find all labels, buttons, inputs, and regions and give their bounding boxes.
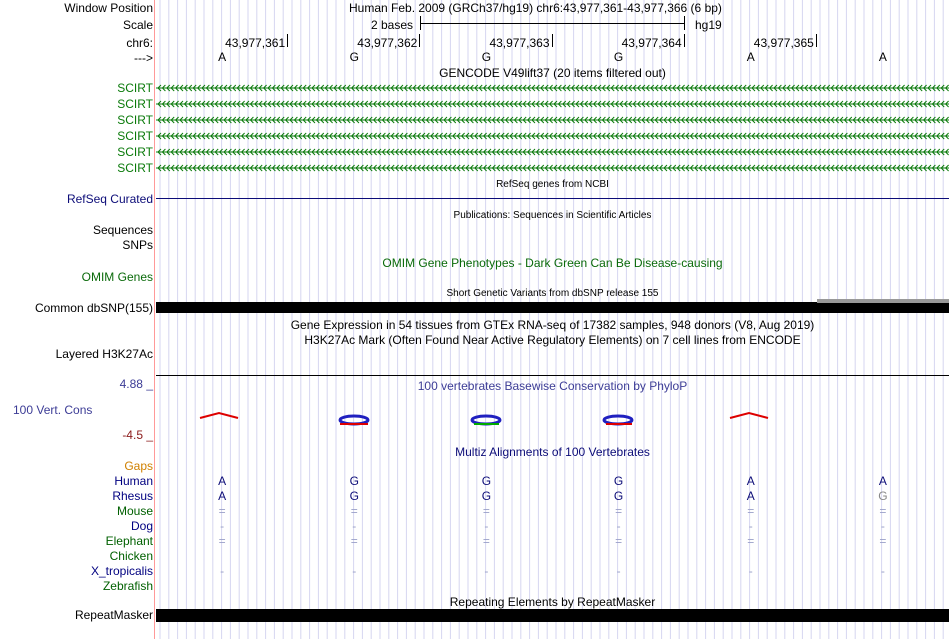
base-letter: G bbox=[481, 50, 492, 64]
alignment-base: - bbox=[484, 564, 489, 578]
species-label[interactable]: Elephant bbox=[105, 534, 153, 548]
alignment-base: = bbox=[747, 504, 755, 518]
chrom-label: chr6: bbox=[126, 36, 153, 50]
omim-label[interactable]: OMIM Genes bbox=[81, 270, 153, 284]
alignment-base: = bbox=[218, 534, 226, 548]
gtex-track-title[interactable]: Gene Expression in 54 tissues from GTEx RNA-seq of 17382 samples, 948 donors (V8, Aug 2019) bbox=[290, 318, 815, 332]
gencode-item-label[interactable]: SCIRT bbox=[117, 161, 153, 175]
gencode-item-label[interactable]: SCIRT bbox=[117, 145, 153, 159]
window-position-label: Window Position bbox=[64, 1, 153, 15]
repeat-track-title[interactable]: Repeating Elements by RepeatMasker bbox=[449, 595, 656, 609]
ruler-tick bbox=[552, 34, 553, 47]
dbsnp-label[interactable]: Common dbSNP(155) bbox=[34, 301, 153, 315]
strand-label: ---> bbox=[134, 51, 153, 65]
gencode-track-title[interactable]: GENCODE V49lift37 (20 items filtered out) bbox=[439, 66, 666, 80]
cons-peak-1 bbox=[200, 413, 238, 418]
cons-logo bbox=[156, 405, 949, 435]
scale-db: hg19 bbox=[695, 18, 722, 32]
species-label[interactable]: Dog bbox=[130, 519, 153, 533]
gencode-item-label[interactable]: SCIRT bbox=[117, 129, 153, 143]
multiz-track-title[interactable]: Multiz Alignments of 100 Vertebrates bbox=[455, 445, 650, 459]
alignment-base: - bbox=[616, 564, 621, 578]
ruler-tick bbox=[684, 34, 685, 47]
h3k27ac-label[interactable]: Layered H3K27Ac bbox=[55, 347, 153, 361]
species-label[interactable]: Zebrafish bbox=[102, 579, 153, 593]
alignment-base: G bbox=[878, 489, 888, 503]
gencode-item-label[interactable]: SCIRT bbox=[117, 97, 153, 111]
alignment-base: A bbox=[218, 489, 227, 503]
alignment-base: A bbox=[746, 489, 755, 503]
cons-label[interactable]: 100 Vert. Cons bbox=[13, 403, 93, 417]
alignment-base: - bbox=[352, 564, 357, 578]
alignment-base: - bbox=[748, 564, 753, 578]
alignment-base: - bbox=[616, 519, 621, 533]
cons-logo-g-3 bbox=[604, 416, 632, 424]
gencode-item-label[interactable]: SCIRT bbox=[117, 113, 153, 127]
scale-value: 2 bases bbox=[371, 18, 414, 32]
species-label[interactable]: Gaps bbox=[124, 459, 153, 473]
alignment-base: - bbox=[880, 519, 885, 533]
repeat-label[interactable]: RepeatMasker bbox=[74, 608, 153, 622]
refseq-track-title[interactable]: RefSeq genes from NCBI bbox=[496, 179, 609, 190]
h3k27ac-baseline bbox=[156, 375, 949, 376]
alignment-base: = bbox=[350, 504, 358, 518]
ruler-position-label: 43,977,362 bbox=[357, 36, 418, 50]
alignment-base: G bbox=[349, 474, 359, 488]
alignment-base: = bbox=[879, 504, 887, 518]
refseq-gene-line[interactable] bbox=[156, 198, 949, 199]
species-label[interactable]: Mouse bbox=[116, 504, 153, 518]
gencode-transcript-line[interactable] bbox=[156, 147, 949, 157]
refseq-label[interactable]: RefSeq Curated bbox=[66, 192, 153, 206]
cons-peak-2 bbox=[730, 413, 768, 418]
gencode-item-label[interactable]: SCIRT bbox=[117, 81, 153, 95]
base-letter: A bbox=[878, 50, 887, 64]
ruler-position-label: 43,977,365 bbox=[753, 36, 814, 50]
pubs-track-title[interactable]: Publications: Sequences in Scientific Articles bbox=[453, 210, 652, 221]
alignment-base: - bbox=[484, 519, 489, 533]
cons-min-label: -4.5 _ bbox=[122, 428, 153, 442]
alignment-base: = bbox=[615, 504, 623, 518]
base-letter: A bbox=[218, 50, 227, 64]
alignment-base: = bbox=[218, 504, 226, 518]
species-label[interactable]: Rhesus bbox=[112, 489, 153, 503]
base-letter: G bbox=[613, 50, 624, 64]
species-label[interactable]: Human bbox=[114, 474, 153, 488]
cons-logo-g-1 bbox=[340, 416, 368, 424]
cons-track-title[interactable]: 100 vertebrates Basewise Conservation by PhyloP bbox=[417, 379, 688, 393]
sequences-label[interactable]: Sequences bbox=[92, 223, 153, 237]
dbsnp-track-title[interactable]: Short Genetic Variants from dbSNP release 155 bbox=[446, 288, 659, 299]
alignment-base: G bbox=[349, 489, 359, 503]
cons-max-label: 4.88 _ bbox=[119, 377, 153, 391]
ruler-tick bbox=[287, 34, 288, 47]
alignment-base: = bbox=[747, 534, 755, 548]
alignment-base: = bbox=[879, 534, 887, 548]
ruler-tick bbox=[816, 34, 817, 47]
gencode-transcript-line[interactable] bbox=[156, 163, 949, 173]
base-letter: G bbox=[349, 50, 359, 64]
gencode-transcript-line[interactable] bbox=[156, 83, 949, 93]
dbsnp-variant-overlap[interactable] bbox=[817, 299, 949, 303]
ruler-position-label: 43,977,364 bbox=[621, 36, 682, 50]
alignment-base: - bbox=[220, 519, 225, 533]
species-label[interactable]: Chicken bbox=[109, 549, 153, 563]
ruler-tick bbox=[419, 34, 420, 47]
ruler-position-label: 43,977,363 bbox=[489, 36, 550, 50]
ruler-position-label: 43,977,361 bbox=[225, 36, 286, 50]
omim-track-title[interactable]: OMIM Gene Phenotypes - Dark Green Can Be Disease-causing bbox=[382, 256, 723, 270]
species-label[interactable]: X_tropicalis bbox=[90, 564, 153, 578]
alignment-base: G bbox=[613, 489, 624, 503]
alignment-base: G bbox=[613, 474, 624, 488]
alignment-base: - bbox=[880, 564, 885, 578]
alignment-base: A bbox=[746, 474, 755, 488]
gencode-transcript-line[interactable] bbox=[156, 99, 949, 109]
gencode-transcript-line[interactable] bbox=[156, 115, 949, 125]
cons-logo-g-2 bbox=[472, 416, 500, 424]
alignment-base: - bbox=[220, 564, 225, 578]
alignment-base: - bbox=[352, 519, 357, 533]
alignment-base: = bbox=[482, 504, 490, 518]
h3k27ac-track-title[interactable]: H3K27Ac Mark (Often Found Near Active Regulatory Elements) on 7 cell lines from ENCODE bbox=[304, 333, 801, 347]
alignment-base: G bbox=[481, 474, 492, 488]
alignment-base: A bbox=[878, 474, 887, 488]
alignment-base: = bbox=[350, 534, 358, 548]
assembly-position-text: Human Feb. 2009 (GRCh37/hg19) chr6:43,977,361-43,977,366 (6 bp) bbox=[349, 1, 722, 15]
alignment-base: A bbox=[218, 474, 227, 488]
gencode-transcript-line[interactable] bbox=[156, 131, 949, 141]
alignment-base: - bbox=[748, 519, 753, 533]
base-letter: A bbox=[746, 50, 755, 64]
alignment-base: = bbox=[482, 534, 490, 548]
scale-label: Scale bbox=[122, 18, 153, 32]
repeat-element-bar[interactable] bbox=[156, 609, 949, 622]
snps-label[interactable]: SNPs bbox=[122, 238, 153, 252]
alignment-base: = bbox=[615, 534, 623, 548]
dbsnp-variant-bar[interactable] bbox=[156, 302, 949, 313]
alignment-base: G bbox=[481, 489, 492, 503]
